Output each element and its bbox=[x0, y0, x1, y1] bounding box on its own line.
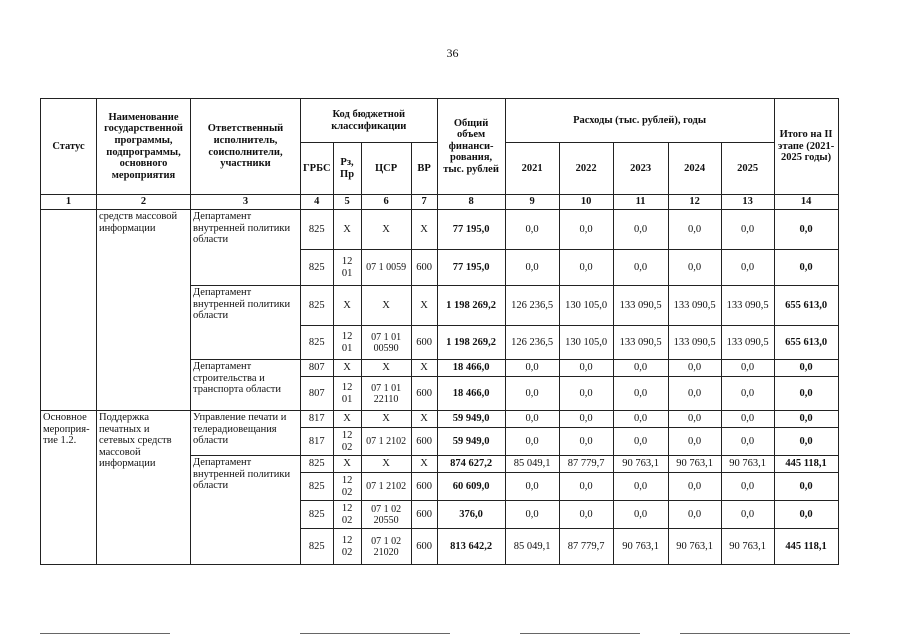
total-cell: 59 949,0 bbox=[437, 428, 505, 456]
program-name-cell: средств массовой информации bbox=[97, 210, 191, 411]
year-2021-cell: 0,0 bbox=[505, 250, 559, 286]
stage-total-cell: 0,0 bbox=[774, 473, 838, 501]
executor-cell: Департамент строительства и транспорта области bbox=[191, 360, 301, 411]
budget-table bbox=[40, 98, 839, 565]
total-cell: 59 949,0 bbox=[437, 411, 505, 428]
column-number: 2 bbox=[97, 195, 191, 210]
vr-cell: 600 bbox=[411, 250, 437, 286]
year-2022-cell: 87 779,7 bbox=[559, 456, 613, 473]
year-2023-cell: 0,0 bbox=[613, 501, 668, 529]
csr-cell: Х bbox=[361, 456, 411, 473]
status-cell: Основное мероприя-тие 1.2. bbox=[41, 411, 97, 565]
divider bbox=[300, 633, 450, 634]
vr-cell: Х bbox=[411, 286, 437, 326]
header-program: Наименование государственной программы, подпрограммы, основного мероприятия bbox=[97, 99, 191, 195]
rzpr-cell: Х bbox=[333, 456, 361, 473]
divider bbox=[520, 633, 640, 634]
executor-cell: Департамент внутренней политики области bbox=[191, 286, 301, 360]
year-2023-cell: 0,0 bbox=[613, 411, 668, 428]
total-cell: 1 198 269,2 bbox=[437, 286, 505, 326]
column-number: 5 bbox=[333, 195, 361, 210]
header-budget-code: Код бюджетной классификации bbox=[301, 99, 438, 143]
vr-cell: 600 bbox=[411, 428, 437, 456]
year-2023-cell: 133 090,5 bbox=[613, 326, 668, 360]
year-2024-cell: 0,0 bbox=[668, 377, 721, 411]
year-2024-cell: 0,0 bbox=[668, 250, 721, 286]
year-2021-cell: 85 049,1 bbox=[505, 456, 559, 473]
year-2022-cell: 0,0 bbox=[559, 501, 613, 529]
year-2021-cell: 0,0 bbox=[505, 411, 559, 428]
year-2024-cell: 0,0 bbox=[668, 411, 721, 428]
vr-cell: 600 bbox=[411, 473, 437, 501]
stage-total-cell: 445 118,1 bbox=[774, 529, 838, 565]
year-2022-cell: 0,0 bbox=[559, 210, 613, 250]
column-number: 14 bbox=[774, 195, 838, 210]
year-2022-cell: 0,0 bbox=[559, 377, 613, 411]
header-status: Статус bbox=[41, 99, 97, 195]
total-cell: 18 466,0 bbox=[437, 377, 505, 411]
year-2025-cell: 0,0 bbox=[721, 411, 774, 428]
rzpr-cell: Х bbox=[333, 411, 361, 428]
grbs-cell: 825 bbox=[301, 210, 334, 250]
year-2022-cell: 130 105,0 bbox=[559, 286, 613, 326]
column-number: 9 bbox=[505, 195, 559, 210]
year-2021-cell: 0,0 bbox=[505, 210, 559, 250]
year-2024-cell: 0,0 bbox=[668, 501, 721, 529]
year-2023-cell: 0,0 bbox=[613, 473, 668, 501]
stage-total-cell: 655 613,0 bbox=[774, 326, 838, 360]
year-2024-cell: 133 090,5 bbox=[668, 326, 721, 360]
total-cell: 813 642,2 bbox=[437, 529, 505, 565]
rzpr-cell: 12 02 bbox=[333, 501, 361, 529]
column-number: 4 bbox=[301, 195, 334, 210]
status-cell bbox=[41, 210, 97, 411]
year-2023-cell: 0,0 bbox=[613, 250, 668, 286]
year-2021-cell: 0,0 bbox=[505, 428, 559, 456]
year-2022-cell: 0,0 bbox=[559, 360, 613, 377]
column-number: 11 bbox=[613, 195, 668, 210]
stage-total-cell: 0,0 bbox=[774, 377, 838, 411]
column-number: 10 bbox=[559, 195, 613, 210]
year-2025-cell: 0,0 bbox=[721, 473, 774, 501]
header-grbs: ГРБС bbox=[301, 143, 334, 195]
executor-cell: Управление печати и телерадиовещания области bbox=[191, 411, 301, 456]
executor-cell: Департамент внутренней политики области bbox=[191, 456, 301, 565]
csr-cell: 07 1 02 21020 bbox=[361, 529, 411, 565]
grbs-cell: 807 bbox=[301, 360, 334, 377]
year-2024-cell: 0,0 bbox=[668, 360, 721, 377]
csr-cell: 07 1 01 00590 bbox=[361, 326, 411, 360]
year-2024-cell: 0,0 bbox=[668, 428, 721, 456]
grbs-cell: 825 bbox=[301, 250, 334, 286]
stage-total-cell: 0,0 bbox=[774, 360, 838, 377]
csr-cell: Х bbox=[361, 286, 411, 326]
year-2021-cell: 0,0 bbox=[505, 377, 559, 411]
year-2025-cell: 0,0 bbox=[721, 428, 774, 456]
csr-cell: 07 1 2102 bbox=[361, 428, 411, 456]
header-csr: ЦСР bbox=[361, 143, 411, 195]
year-2021-cell: 0,0 bbox=[505, 360, 559, 377]
total-cell: 77 195,0 bbox=[437, 210, 505, 250]
vr-cell: Х bbox=[411, 411, 437, 428]
year-2022-cell: 0,0 bbox=[559, 411, 613, 428]
stage-total-cell: 0,0 bbox=[774, 210, 838, 250]
year-2025-cell: 0,0 bbox=[721, 210, 774, 250]
year-2023-cell: 0,0 bbox=[613, 377, 668, 411]
csr-cell: Х bbox=[361, 210, 411, 250]
year-2021-cell: 126 236,5 bbox=[505, 326, 559, 360]
program-name-cell: Поддержка печатных и сетевых средств массовой информации bbox=[97, 411, 191, 565]
page-number: 36 bbox=[446, 46, 459, 60]
year-2025-cell: 0,0 bbox=[721, 501, 774, 529]
page-bottom-edge bbox=[0, 628, 905, 640]
header-stage-total: Итого на II этапе (2021-2025 годы) bbox=[774, 99, 838, 195]
header-year-2021: 2021 bbox=[505, 143, 559, 195]
csr-cell: Х bbox=[361, 411, 411, 428]
total-cell: 60 609,0 bbox=[437, 473, 505, 501]
divider bbox=[40, 633, 170, 634]
grbs-cell: 807 bbox=[301, 377, 334, 411]
rzpr-cell: 12 01 bbox=[333, 326, 361, 360]
year-2023-cell: 90 763,1 bbox=[613, 529, 668, 565]
header-expenses: Расходы (тыс. рублей), годы bbox=[505, 99, 774, 143]
year-2022-cell: 0,0 bbox=[559, 428, 613, 456]
rzpr-cell: 12 02 bbox=[333, 428, 361, 456]
stage-total-cell: 0,0 bbox=[774, 411, 838, 428]
header-executor: Ответственный исполнитель, соисполнители, участники bbox=[191, 99, 301, 195]
stage-total-cell: 0,0 bbox=[774, 250, 838, 286]
year-2021-cell: 0,0 bbox=[505, 473, 559, 501]
year-2021-cell: 85 049,1 bbox=[505, 529, 559, 565]
header-total: Общий объем финанси-рования, тыс. рублей bbox=[437, 99, 505, 195]
year-2022-cell: 87 779,7 bbox=[559, 529, 613, 565]
header-year-2023: 2023 bbox=[613, 143, 668, 195]
vr-cell: Х bbox=[411, 210, 437, 250]
header-year-2024: 2024 bbox=[668, 143, 721, 195]
column-number: 3 bbox=[191, 195, 301, 210]
stage-total-cell: 0,0 bbox=[774, 501, 838, 529]
header-rzpr: Рз, Пр bbox=[333, 143, 361, 195]
column-number: 7 bbox=[411, 195, 437, 210]
grbs-cell: 825 bbox=[301, 286, 334, 326]
grbs-cell: 817 bbox=[301, 411, 334, 428]
grbs-cell: 825 bbox=[301, 473, 334, 501]
column-number-row bbox=[41, 195, 839, 210]
year-2025-cell: 133 090,5 bbox=[721, 286, 774, 326]
executor-cell: Департамент внутренней политики области bbox=[191, 210, 301, 286]
vr-cell: 600 bbox=[411, 501, 437, 529]
column-number: 1 bbox=[41, 195, 97, 210]
stage-total-cell: 0,0 bbox=[774, 428, 838, 456]
year-2025-cell: 133 090,5 bbox=[721, 326, 774, 360]
year-2025-cell: 90 763,1 bbox=[721, 529, 774, 565]
vr-cell: 600 bbox=[411, 326, 437, 360]
grbs-cell: 825 bbox=[301, 326, 334, 360]
year-2023-cell: 0,0 bbox=[613, 428, 668, 456]
rzpr-cell: 12 02 bbox=[333, 473, 361, 501]
table-row bbox=[41, 411, 839, 428]
grbs-cell: 817 bbox=[301, 428, 334, 456]
year-2024-cell: 0,0 bbox=[668, 473, 721, 501]
vr-cell: Х bbox=[411, 456, 437, 473]
year-2024-cell: 133 090,5 bbox=[668, 286, 721, 326]
rzpr-cell: 12 01 bbox=[333, 250, 361, 286]
grbs-cell: 825 bbox=[301, 501, 334, 529]
csr-cell: 07 1 2102 bbox=[361, 473, 411, 501]
year-2023-cell: 0,0 bbox=[613, 210, 668, 250]
year-2023-cell: 90 763,1 bbox=[613, 456, 668, 473]
header-year-2022: 2022 bbox=[559, 143, 613, 195]
year-2022-cell: 0,0 bbox=[559, 250, 613, 286]
csr-cell: 07 1 0059 bbox=[361, 250, 411, 286]
csr-cell: Х bbox=[361, 360, 411, 377]
year-2024-cell: 90 763,1 bbox=[668, 529, 721, 565]
table-row bbox=[41, 210, 839, 250]
column-number: 12 bbox=[668, 195, 721, 210]
grbs-cell: 825 bbox=[301, 529, 334, 565]
rzpr-cell: 12 01 bbox=[333, 377, 361, 411]
total-cell: 874 627,2 bbox=[437, 456, 505, 473]
stage-total-cell: 655 613,0 bbox=[774, 286, 838, 326]
year-2022-cell: 0,0 bbox=[559, 473, 613, 501]
year-2021-cell: 0,0 bbox=[505, 501, 559, 529]
year-2024-cell: 90 763,1 bbox=[668, 456, 721, 473]
divider bbox=[680, 633, 850, 634]
year-2025-cell: 0,0 bbox=[721, 250, 774, 286]
column-number: 13 bbox=[721, 195, 774, 210]
total-cell: 77 195,0 bbox=[437, 250, 505, 286]
csr-cell: 07 1 01 22110 bbox=[361, 377, 411, 411]
total-cell: 376,0 bbox=[437, 501, 505, 529]
year-2023-cell: 133 090,5 bbox=[613, 286, 668, 326]
stage-total-cell: 445 118,1 bbox=[774, 456, 838, 473]
rzpr-cell: 12 02 bbox=[333, 529, 361, 565]
year-2025-cell: 0,0 bbox=[721, 360, 774, 377]
year-2021-cell: 126 236,5 bbox=[505, 286, 559, 326]
year-2024-cell: 0,0 bbox=[668, 210, 721, 250]
total-cell: 18 466,0 bbox=[437, 360, 505, 377]
year-2022-cell: 130 105,0 bbox=[559, 326, 613, 360]
header-year-2025: 2025 bbox=[721, 143, 774, 195]
vr-cell: 600 bbox=[411, 377, 437, 411]
total-cell: 1 198 269,2 bbox=[437, 326, 505, 360]
vr-cell: Х bbox=[411, 360, 437, 377]
grbs-cell: 825 bbox=[301, 456, 334, 473]
column-number: 6 bbox=[361, 195, 411, 210]
header-vr: ВР bbox=[411, 143, 437, 195]
rzpr-cell: Х bbox=[333, 286, 361, 326]
csr-cell: 07 1 02 20550 bbox=[361, 501, 411, 529]
year-2025-cell: 0,0 bbox=[721, 377, 774, 411]
column-number: 8 bbox=[437, 195, 505, 210]
rzpr-cell: Х bbox=[333, 360, 361, 377]
year-2023-cell: 0,0 bbox=[613, 360, 668, 377]
rzpr-cell: Х bbox=[333, 210, 361, 250]
vr-cell: 600 bbox=[411, 529, 437, 565]
year-2025-cell: 90 763,1 bbox=[721, 456, 774, 473]
